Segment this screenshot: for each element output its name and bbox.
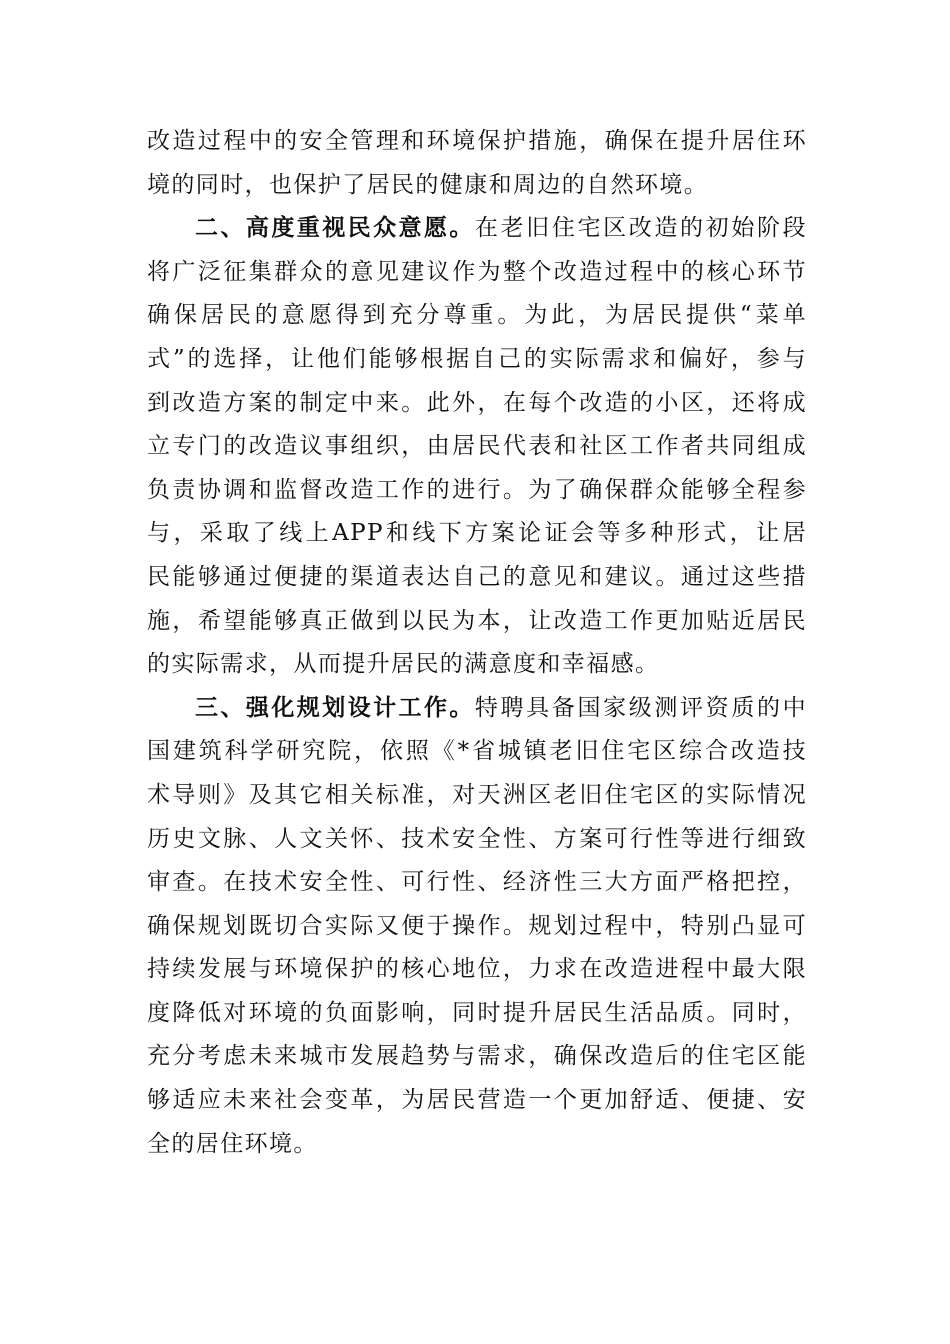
- paragraph-line: 审查。在技术安全性、可行性、经济性三大方面严格把控，: [147, 869, 807, 896]
- paragraph-line: 度降低对环境的负面影响，同时提升居民生活品质。同时，: [147, 999, 807, 1026]
- paragraph-line: 全的居住环境。: [147, 1130, 318, 1157]
- paragraph-line: 国建筑科学研究院，依照《*省城镇老旧住宅区综合改造技: [147, 738, 807, 765]
- paragraph-line: 术导则》及其它相关标准，对天洲区老旧住宅区的实际情况: [147, 781, 807, 808]
- section-heading: 三、强化规划设计工作。: [195, 694, 475, 721]
- paragraph-line: 将广泛征集群众的意见建议作为整个改造过程中的核心环节: [147, 258, 807, 285]
- document-body: [147, 120, 807, 1166]
- paragraph-line: 的实际需求，从而提升居民的满意度和幸福感。: [147, 651, 660, 678]
- paragraph-line: 施，希望能够真正做到以民为本，让改造工作更加贴近居民: [147, 607, 807, 634]
- paragraph-line: 持续发展与环境保护的核心地位，力求在改造进程中最大限: [147, 956, 807, 983]
- paragraph-line: 民能够通过便捷的渠道表达自己的意见和建议。通过这些措: [147, 563, 807, 590]
- paragraph-line: 负责协调和监督改造工作的进行。为了确保群众能够全程参: [147, 476, 807, 503]
- paragraph-line: 境的同时，也保护了居民的健康和周边的自然环境。: [147, 171, 709, 198]
- paragraph-line: 充分考虑未来城市发展趋势与需求，确保改造后的住宅区能: [147, 1043, 807, 1070]
- paragraph-first-line: [147, 207, 807, 251]
- paragraph-line: 确保规划既切合实际又便于操作。规划过程中，特别凸显可: [147, 912, 807, 939]
- section-heading: 二、高度重视民众意愿。: [195, 215, 475, 242]
- paragraph-line: 与，采取了线上APP和线下方案论证会等多种形式，让居: [147, 520, 807, 547]
- paragraph-line: 改造过程中的安全管理和环境保护措施，确保在提升居住环: [147, 128, 807, 154]
- paragraph-line: 到改造方案的制定中来。此外，在每个改造的小区，还将成: [147, 389, 807, 416]
- paragraph-text: 特聘具备国家级测评资质的中: [474, 694, 807, 721]
- paragraph-first-line: [147, 687, 807, 731]
- paragraph-line: 确保居民的意愿得到充分尊重。为此，为居民提供“菜单: [147, 302, 807, 329]
- paragraph-line: 够适应未来社会变革，为居民营造一个更加舒适、便捷、安: [147, 1087, 807, 1114]
- paragraph-line: 历史文脉、人文关怀、技术安全性、方案可行性等进行细致: [147, 825, 807, 852]
- paragraph-line: 式”的选择，让他们能够根据自己的实际需求和偏好，参与: [147, 345, 807, 372]
- paragraph-line: 立专门的改造议事组织，由居民代表和社区工作者共同组成: [147, 433, 807, 460]
- paragraph-text: 在老旧住宅区改造的初始阶段: [474, 215, 807, 242]
